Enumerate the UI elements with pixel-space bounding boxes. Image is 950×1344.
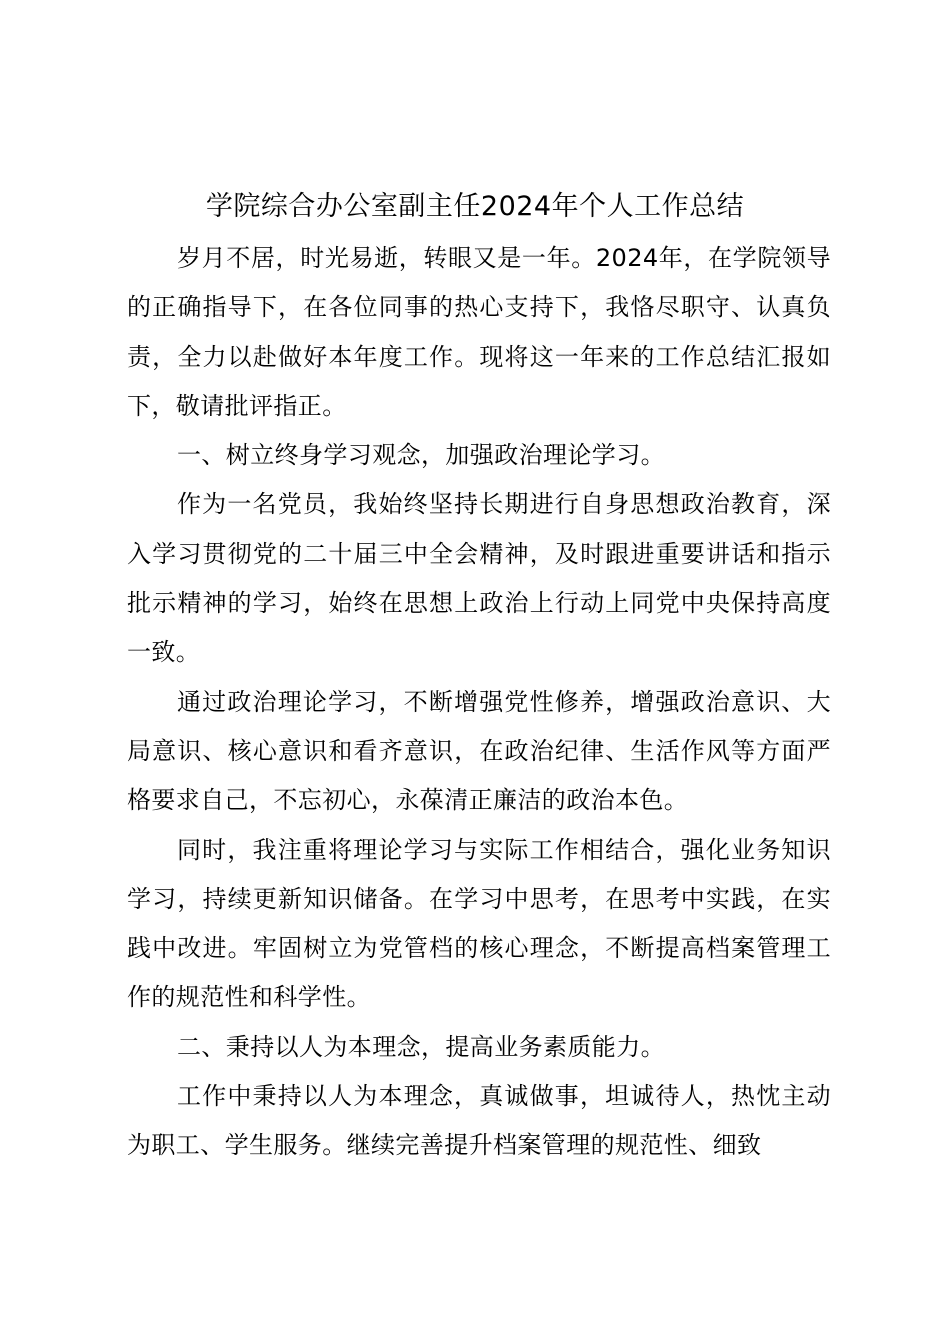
section-heading-1: 一、树立终身学习观念，加强政治理论学习。 [177,441,665,470]
paragraph-service: 工作中秉持以人为本理念，真诚做事，坦诚待人，热忱主动为职工、学生服务。继续完善提升档案管理的规范性、细致 [127,1082,831,1160]
paragraph-political-study: 通过政治理论学习，不断增强党性修养，增强政治意识、大局意识、核心意识和看齐意识，在政治纪律、生活作风等方面严格要求自己，不忘初心，永葆清正廉洁的政治本色。 [127,687,831,815]
paragraph-intro: 岁月不居，时光易逝，转眼又是一年。2024年，在学院领导的正确指导下，在各位同事的热心支持下，我恪尽职守、认真负责，全力以赴做好本年度工作。现将这一年来的工作总结汇报如下，敬请批评指正。 [127,244,831,420]
paragraph-party-member: 作为一名党员，我始终坚持长期进行自身思想政治教育，深入学习贯彻党的二十届三中全会精神，及时跟进重要讲话和指示批示精神的学习，始终在思想上政治上行动上同党中央保持高度一致。 [127,490,831,667]
paragraph-theory-practice: 同时，我注重将理论学习与实际工作相结合，强化业务知识学习，持续更新知识储备。在学习中思考，在思考中实践，在实践中改进。牢固树立为党管档的核心理念，不断提高档案管理工作的规范性和科学性。 [127,835,831,1012]
document-body [127,234,831,1171]
document-title: 学院综合办公室副主任2024年个人工作总结 [205,191,745,222]
section-heading-2: 二、秉持以人为本理念，提高业务素质能力。 [177,1032,665,1061]
